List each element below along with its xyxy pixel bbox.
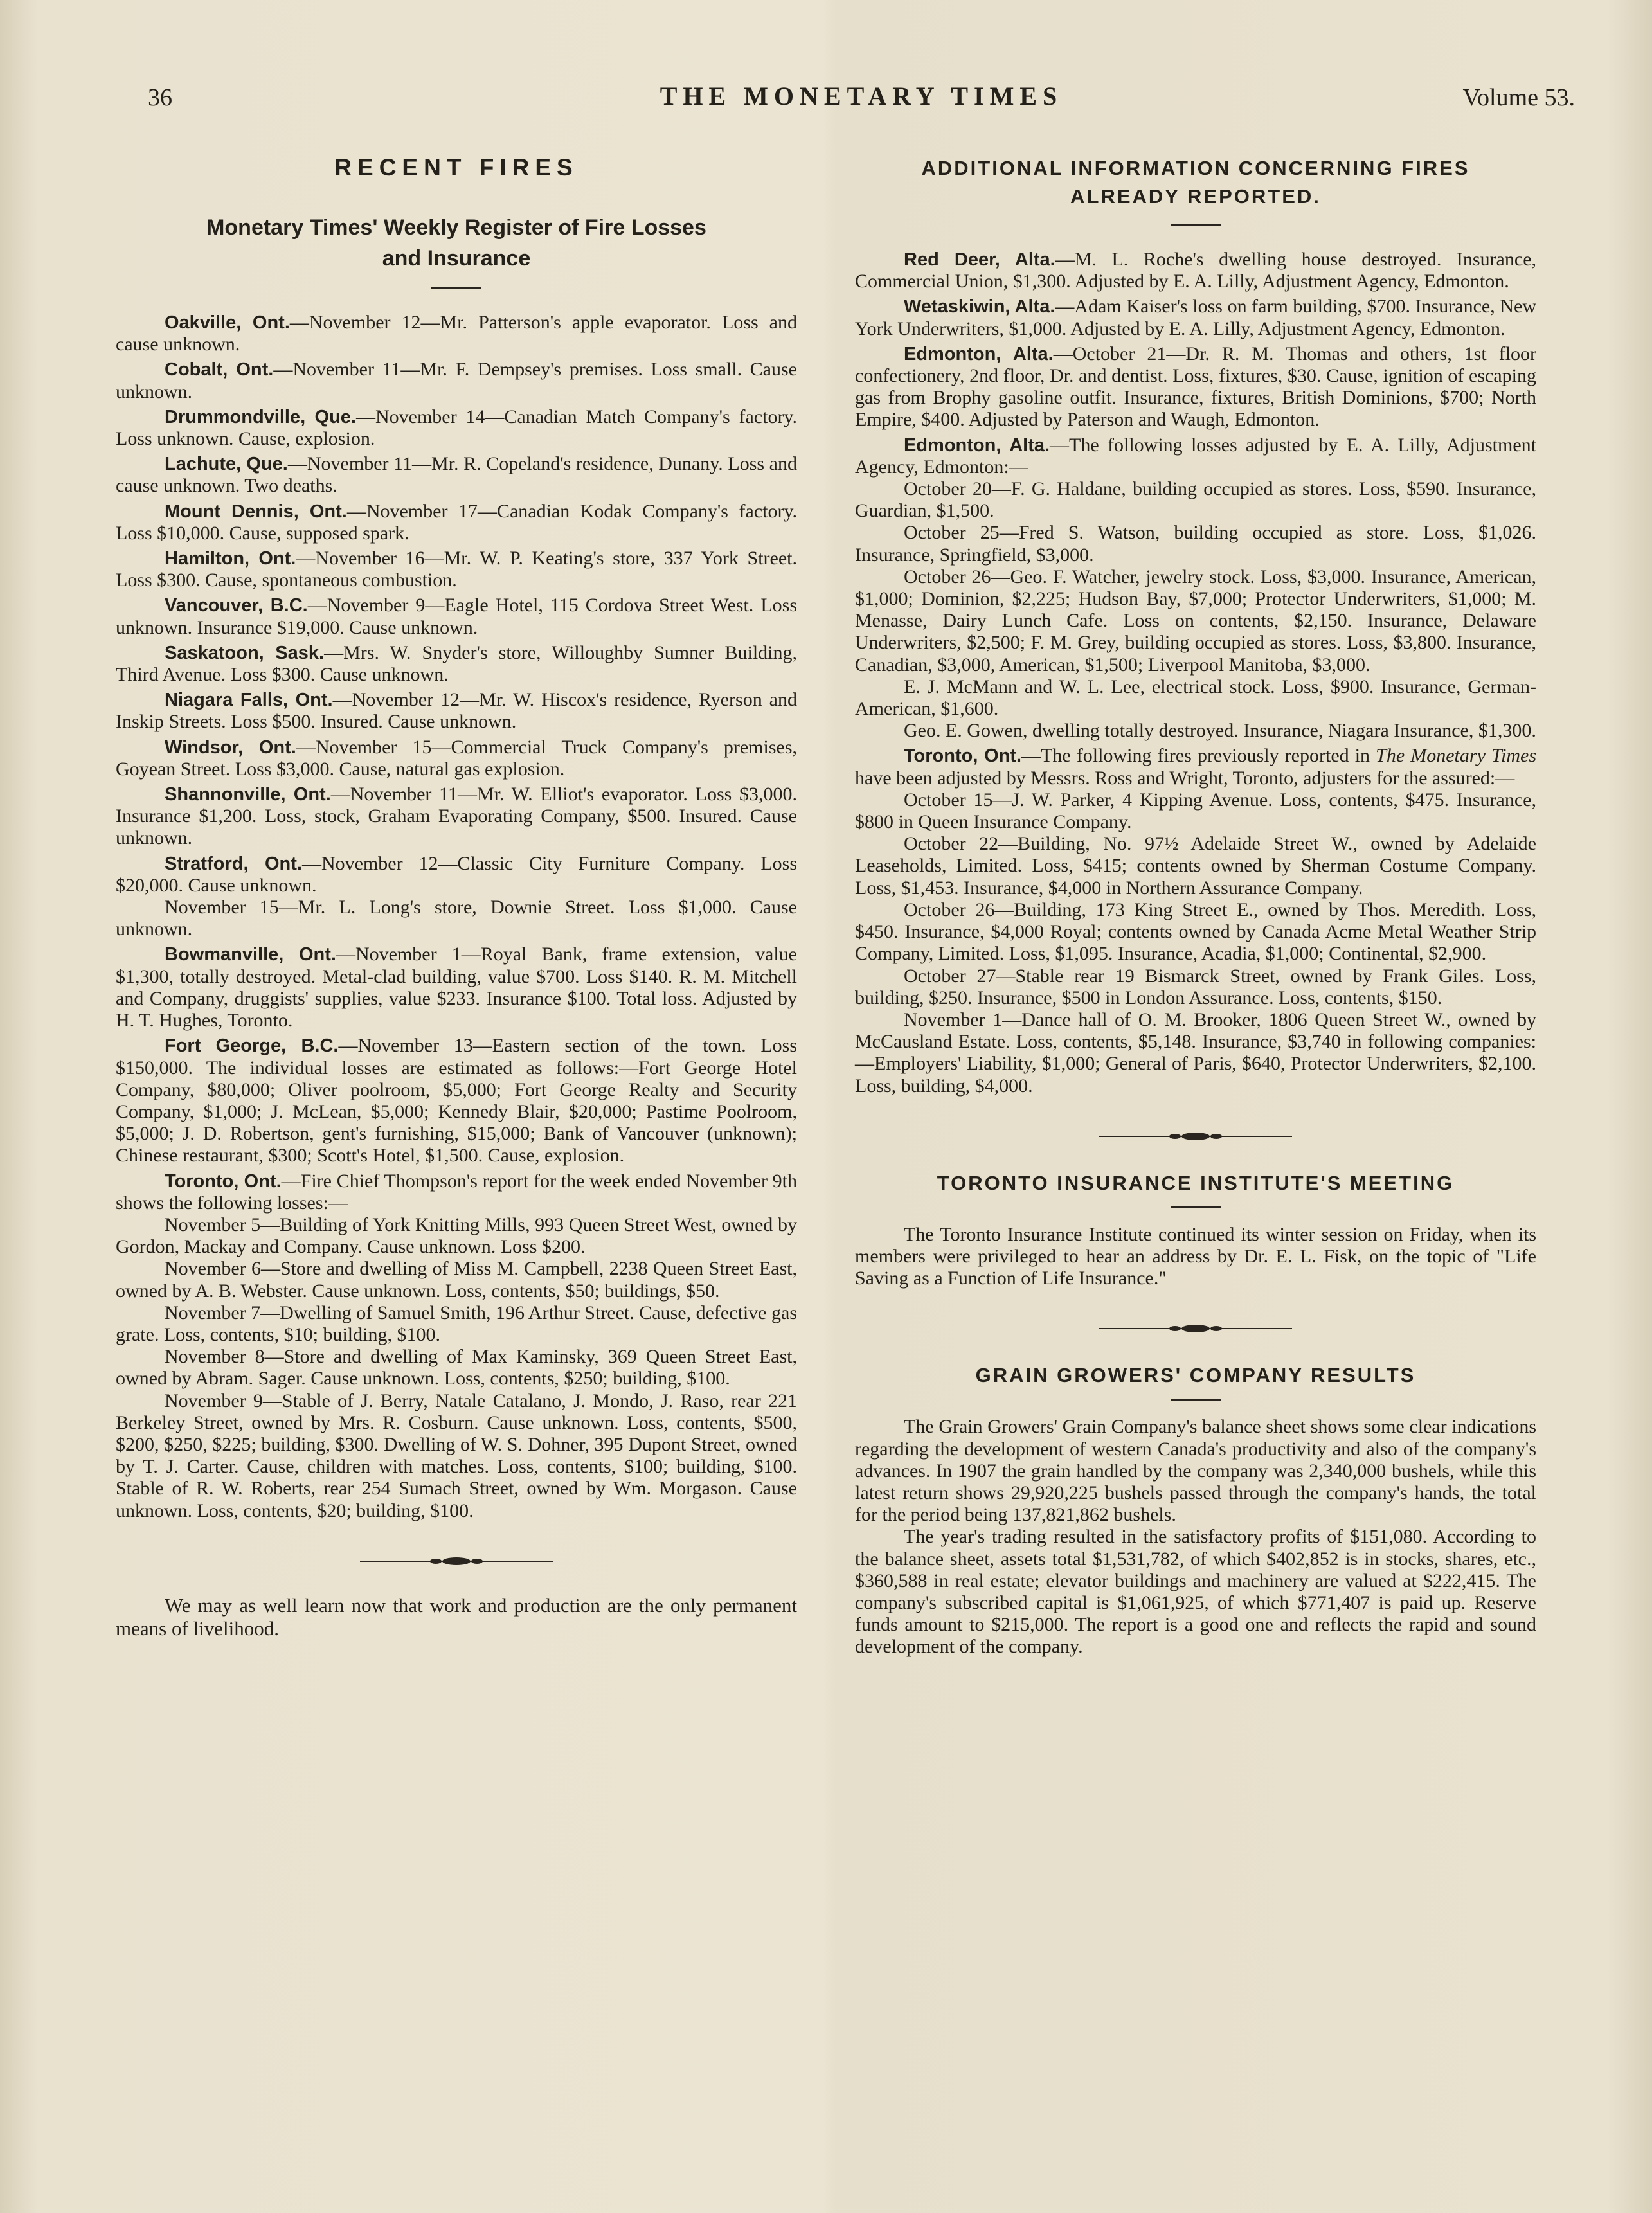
entry-text: —November 11—Mr. R. Copeland's residence, Dunany. Loss and cause unknown. Two deaths. [116,453,797,497]
entry-text: —November 12—Mr. Patterson's apple evaporator. Loss and cause unknown. [116,312,797,355]
entry-place: Bowmanville, Ont. [165,944,336,965]
fire-sub-entry: October 22—Building, No. 97½ Adelaide Street W., owned by Adelaide Leaseholds, Limited. Loss, $415; contents owned by Sherman Costume Company. Loss, $1,453. Insurance, $4,000 in Northern Assurance Company. [855,833,1536,899]
entry-text: —Mrs. W. Snyder's store, Willoughby Sumner Building, Third Avenue. Loss $300. Cause unknown. [116,641,797,686]
entry-place: Mount Dennis, Ont. [165,501,347,522]
entry-text: have been adjusted by Messrs. Ross and Wright, Toronto, adjusters for the assured:— [855,767,1515,789]
fire-entry [116,1170,797,1214]
grain-growers-paragraph: The Grain Growers' Grain Company's balance sheet shows some clear indications regarding the development of western Canada's productivity and also of the company's advances. In 1907 the grain handled by the company was 2,340,000 bushels, while this latest return shows 29,920,225 bushels passed through the company's hands, the total for the period being 137,821,862 bushels. [855,1416,1536,1526]
fire-entry [116,359,797,402]
register-title-line2: and Insurance [382,246,531,271]
entry-place: Hamilton, Ont. [165,548,296,569]
entry-text: —November 13—Eastern section of the town. Loss $150,000. The individual losses are estimated as follows:—Fort George Hotel Company, $80,000; Oliver poolroom, $5,000; Fort George Realty and Security Company, $1,000; J. McLean, $5,000; Kennedy Blair, $20,000; Pastime Poolroom, $5,000; J. D. Robertson, gent's furnishing, $15,000; Bank of Vancouver (unknown); Chinese restaurant, $300; Scott's Hotel, $1,500. Cause, explosion. [116,1035,797,1167]
fire-entry [116,642,797,686]
fire-sub-entry: November 7—Dwelling of Samuel Smith, 196 Arthur Street. Cause, defective gas grate. Loss, contents, $10; building, $100. [116,1302,797,1345]
entry-text: —Fire Chief Thompson's report for the week ended November 9th shows the following losses:— [116,1170,797,1214]
left-column [116,154,797,1640]
entry-place: Lachute, Que. [165,454,288,475]
grain-growers-paragraph: The year's trading resulted in the satisfactory profits of $151,080. According to the balance sheet, assets total $1,531,782, of which $402,852 is in stocks, shares, etc., $360,588 in real estate; elevator buildings and machinery are valued at $222,415. The company's subscribed capital is $1,061,925, of which $771,407 is paid up. Reserve funds amount to $215,000. The report is a good one and reflects the rapid and sound development of the company. [855,1526,1536,1658]
fire-sub-entry: November 9—Stable of J. Berry, Natale Catalano, J. Mondo, J. Raso, rear 221 Berkeley Street, owned by Mrs. R. Cosburn. Cause unknown. Loss, contents, $500, $200, $250, $225; building, $300. Dwelling of W. S. Dohner, 395 Dupont Street, owned by T. J. Carter. Cause, children with matches. Loss, contents, $100; building, $100. Stable of R. W. Roberts, rear 254 Sumach Street, owned by Wm. Morgason. Cause unknown. Loss, contents, $20; building, $100. [116,1390,797,1521]
fire-sub-entry: November 6—Store and dwelling of Miss M. Campbell, 2238 Queen Street East, owned by A. B. Webster. Cause unknown. Loss, contents, $50; buildings, $50. [116,1258,797,1302]
divider-rule [431,287,481,289]
additional-info-heading-line2: ALREADY REPORTED. [1070,185,1321,208]
divider-rule [1171,1206,1221,1208]
entry-text: —November 12—Classic City Furniture Company. Loss $20,000. Cause unknown. [116,852,797,896]
fire-entry [116,406,797,450]
fire-entry [116,853,797,897]
fire-sub-entry: November 5—Building of York Knitting Mills, 993 Queen Street West, owned by Gordon, Mackay and Company. Cause unknown. Loss $200. [116,1214,797,1258]
entry-place: Stratford, Ont. [165,853,302,874]
entry-place: Windsor, Ont. [165,737,296,758]
fire-entry [855,435,1536,478]
entry-text: —November 17—Canadian Kodak Company's factory. Loss $10,000. Cause, supposed spark. [116,500,797,544]
right-column [855,154,1536,1658]
fire-sub-entry: October 15—J. W. Parker, 4 Kipping Avenue. Loss, contents, $475. Insurance, $800 in Queen Insurance Company. [855,789,1536,833]
ornament-divider [1099,1129,1292,1143]
entry-text: —November 11—Mr. F. Dempsey's premises. Loss small. Cause unknown. [116,359,797,402]
grain-growers-heading: GRAIN GROWERS' COMPANY RESULTS [975,1364,1416,1387]
fire-sub-entry: October 25—Fred S. Watson, building occupied as store. Loss, $1,026. Insurance, Springfield, $3,000. [855,522,1536,566]
fire-entry [116,784,797,850]
closing-quote: We may as well learn now that work and production are the only permanent means of livelihood. [116,1593,797,1640]
register-title-line1: Monetary Times' Weekly Register of Fire Losses [206,215,706,240]
fire-entry [855,249,1536,292]
entry-place: Saskatoon, Sask. [165,642,325,663]
fire-sub-entry: November 8—Store and dwelling of Max Kaminsky, 369 Queen Street East, owned by Abram. Sager. Cause unknown. Loss, contents, $250; building, $100. [116,1346,797,1390]
journal-name-italic: The Monetary Times [1376,745,1536,767]
entry-text: —November 15—Commercial Truck Company's premises, Goyean Street. Loss $3,000. Cause, natural gas explosion. [116,736,798,780]
journal-title: THE MONETARY TIMES [660,82,1063,111]
entry-place: Edmonton, Alta. [904,435,1050,456]
divider-rule [1171,224,1221,226]
fire-entry [855,296,1536,339]
fire-sub-entry: November 15—Mr. L. Long's store, Downie Street. Loss $1,000. Cause unknown. [116,897,797,940]
entry-text: —November 1—Royal Bank, frame extension, value $1,300, totally destroyed. Metal-clad building, value $700. Loss $140. R. M. Mitchell and Company, druggists' supplies, value $233. Insurance $100. Total loss. Adjusted by H. T. Hughes, Toronto. [116,944,797,1032]
entry-place: Shannonville, Ont. [165,784,331,805]
fire-entry [116,501,797,544]
volume-label: Volume 53. [1462,84,1575,111]
ornament-divider [360,1554,553,1568]
fire-sub-entry: October 20—F. G. Haldane, building occupied as stores. Loss, $590. Insurance, Guardian, $1,500. [855,478,1536,522]
fire-entry [855,745,1536,789]
fire-sub-entry: October 26—Building, 173 King Street E., owned by Thos. Meredith. Loss, $450. Insurance, $4,000 Royal; contents owned by Canada Acme Metal Weather Strip Company, Limited. Loss, $1,095. Insurance, Acadia, $1,000; Continental, $2,900. [855,899,1536,965]
divider-rule [1171,1399,1221,1401]
fire-sub-entry: October 26—Geo. F. Watcher, jewelry stock. Loss, $3,000. Insurance, American, $1,000; Dominion, $2,225; Hudson Bay, $7,000; Protector Underwriters, $1,000; M. Menasse, Dairy Lunch Cafe. Loss on contents, $2,150. Insurance, Delaware Underwriters, $2,500; F. M. Grey, building occupied as stores. Loss, $3,800. Insurance, Canadian, $3,000, American, $1,500; Liverpool Manitoba, $3,000. [855,566,1536,676]
entry-text: —November 11—Mr. W. Elliot's evaporator. Loss $3,000. Insurance $1,200. Loss, stock, Graham Evaporating Company, $500. Insured. Cause unknown. [116,784,797,849]
entry-text: —Adam Kaiser's loss on farm building, $700. Insurance, New York Underwriters, $1,000. Adjusted by E. A. Lilly, Adjustment Agency, Edmonton. [855,296,1536,339]
entry-place: Oakville, Ont. [165,312,290,333]
fire-sub-entry: October 27—Stable rear 19 Bismarck Street, owned by Frank Giles. Loss, building, $250. Insurance, $500 in London Assurance. Loss, contents, $150. [855,965,1536,1008]
entry-place: Edmonton, Alta. [904,343,1054,364]
entry-place: Red Deer, Alta. [904,249,1055,270]
page-header [148,76,1575,121]
recent-fires-heading: RECENT FIRES [334,154,579,181]
institute-meeting-text: The Toronto Insurance Institute continued its winter session on Friday, when its members were privileged to hear an address by Dr. E. L. Fisk, on the topic of "Life Saving as a Function of Life Insurance." [855,1223,1536,1289]
ornament-divider [1099,1322,1292,1336]
fire-sub-entry: E. J. McMann and W. L. Lee, electrical stock. Loss, $900. Insurance, German-American, $1,600. [855,676,1536,720]
entry-place: Toronto, Ont. [165,1170,282,1192]
fire-entry [116,312,797,355]
page-number: 36 [148,84,172,111]
entry-text: —The following losses adjusted by E. A. Lilly, Adjustment Agency, Edmonton:— [855,434,1536,478]
fire-entry [116,453,797,497]
entry-place: Drummondville, Que. [165,406,356,427]
fire-sub-entry: November 1—Dance hall of O. M. Brooker, 1806 Queen Street W., owned by McCausland Estate. Loss, contents, $5,148. Insurance, $3,740 in following companies:—Employers' Liability, $1,000; General of Paris, $640, Protector Underwriters, $2,100. Loss, building, $4,000. [855,1008,1536,1097]
entry-text: —November 14—Canadian Match Company's factory. Loss unknown. Cause, explosion. [116,406,797,450]
additional-info-heading-line1: ADDITIONAL INFORMATION CONCERNING FIRES [921,157,1470,179]
fire-sub-entry: Geo. E. Gowen, dwelling totally destroyed. Insurance, Niagara Insurance, $1,300. [904,720,1536,742]
entry-place: Fort George, B.C. [165,1035,339,1057]
institute-meeting-heading: TORONTO INSURANCE INSTITUTE'S MEETING [937,1171,1455,1194]
fire-entry [855,343,1536,431]
entry-place: Niagara Falls, Ont. [165,690,333,711]
entry-text: —October 21—Dr. R. M. Thomas and others, 1st floor confectionery, 2nd floor, Dr. and dentist. Loss, fixtures, $30. Cause, ignition of escaping gas from Brophy gasoline outfit. Insurance, fixtures, British Dominions, $700; North Empire, $400. Adjusted by Paterson and Waugh, Edmonton. [855,343,1536,431]
fire-entry [116,689,797,733]
entry-place: Vancouver, B.C. [165,595,308,616]
entry-text: —November 12—Mr. W. Hiscox's residence, Ryerson and Inskip Streets. Loss $500. Insured. Cause unknown. [116,689,797,733]
entry-text: —November 16—Mr. W. P. Keating's store, 337 York Street. Loss $300. Cause, spontaneous combustion. [116,548,797,591]
entry-text: —The following fires previously reported in [1021,745,1376,767]
entry-place: Wetaskiwin, Alta. [904,296,1055,318]
fire-entry [116,548,797,591]
fire-entry [116,944,797,1032]
fire-entry [116,595,797,638]
fire-entry [116,1035,797,1167]
entry-text: —November 9—Eagle Hotel, 115 Cordova Street West. Loss unknown. Insurance $19,000. Cause unknown. [116,595,797,638]
entry-place: Cobalt, Ont. [165,359,274,381]
fire-entry [116,737,797,780]
entry-text: —M. L. Roche's dwelling house destroyed. Insurance, Commercial Union, $1,300. Adjusted by E. A. Lilly, Adjustment Agency, Edmonton. [855,249,1537,292]
entry-place: Toronto, Ont. [904,746,1022,767]
